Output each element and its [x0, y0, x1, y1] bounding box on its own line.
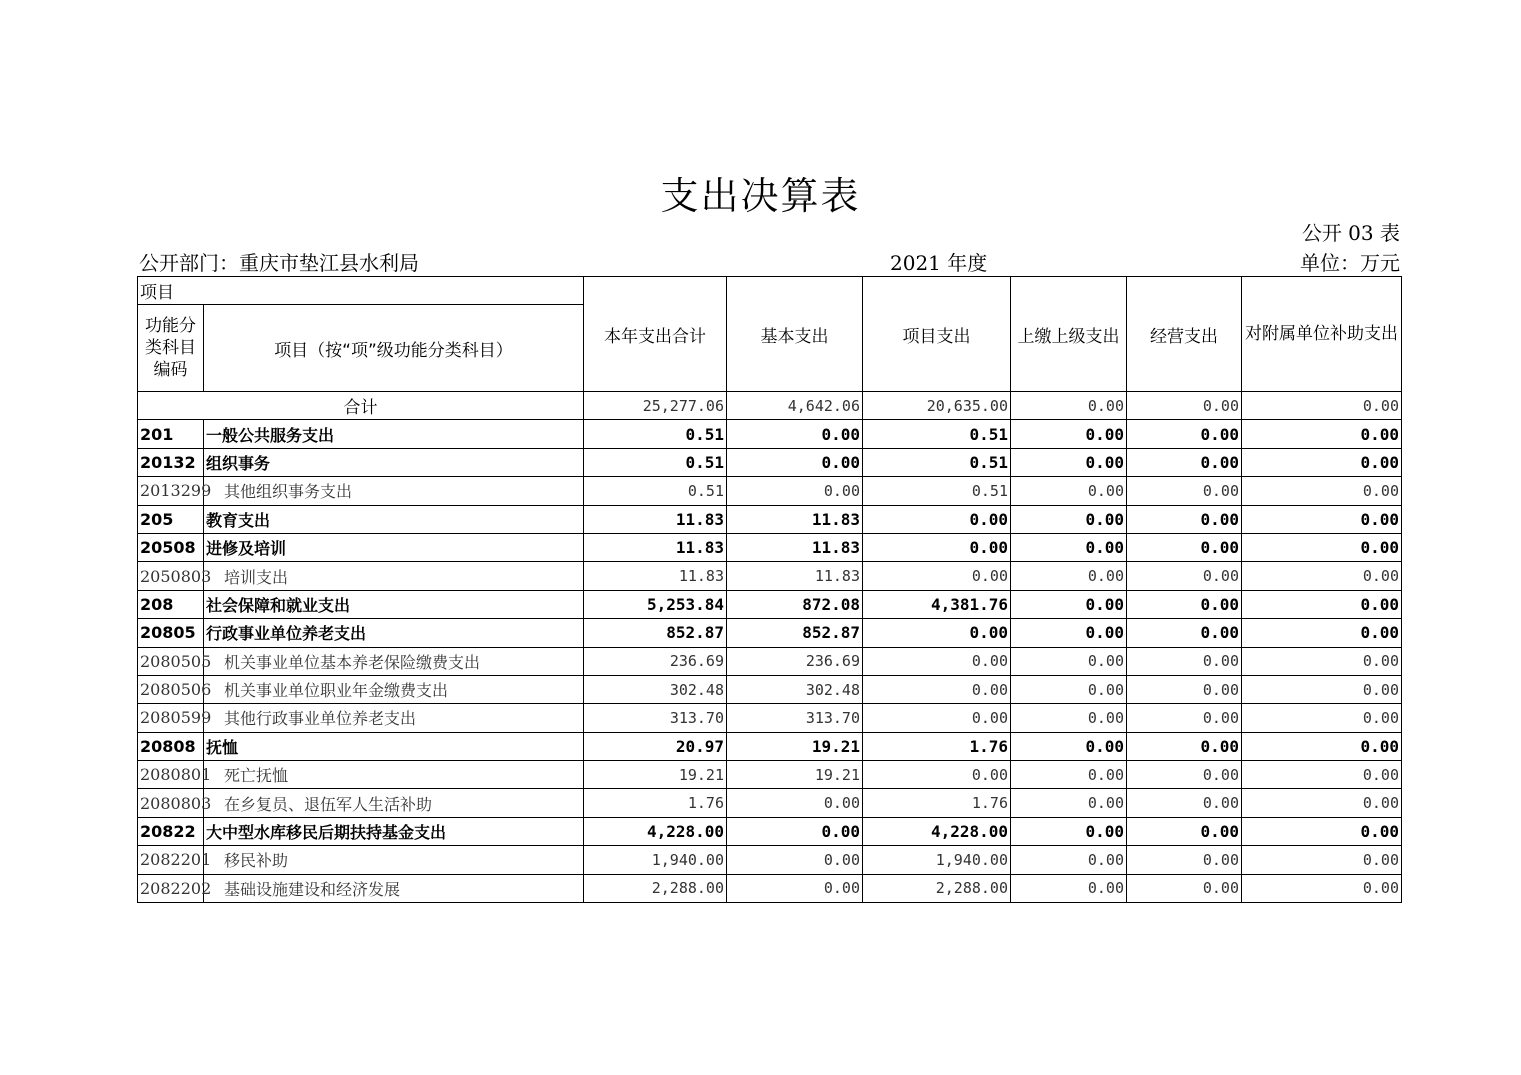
row-value: 0.00 — [1127, 590, 1242, 618]
row-value: 11.83 — [584, 533, 727, 561]
row-code: 20808 — [138, 732, 204, 760]
row-name: 社会保障和就业支出 — [204, 590, 584, 618]
row-code: 20508 — [138, 533, 204, 561]
row-value: 0.00 — [1011, 732, 1127, 760]
row-value: 236.69 — [584, 647, 727, 675]
row-code: 208 — [138, 590, 204, 618]
row-value: 236.69 — [727, 647, 863, 675]
row-value: 0.00 — [1127, 704, 1242, 732]
page-title: 支出决算表 — [660, 174, 861, 218]
row-name: 教育支出 — [204, 505, 584, 533]
row-value: 0.00 — [1127, 619, 1242, 647]
row-code: 2080803 — [138, 789, 204, 817]
row-value: 0.51 — [863, 420, 1011, 448]
table-row — [138, 704, 1402, 732]
row-code: 20822 — [138, 817, 204, 845]
table-row — [138, 846, 1402, 874]
row-value: 0.00 — [1011, 533, 1127, 561]
row-value: 0.00 — [1127, 817, 1242, 845]
table-row — [138, 874, 1402, 902]
row-value: 0.00 — [1242, 562, 1402, 590]
row-code: 2080505 — [138, 647, 204, 675]
row-value: 0.00 — [1242, 761, 1402, 789]
row-value: 0.00 — [727, 420, 863, 448]
total-label: 合计 — [138, 392, 584, 420]
row-code: 2080506 — [138, 675, 204, 703]
header-project-group: 项目 — [138, 277, 584, 305]
row-value: 0.00 — [1127, 732, 1242, 760]
row-name: 移民补助 — [204, 846, 584, 874]
row-value: 0.00 — [1011, 761, 1127, 789]
row-value: 0.00 — [1127, 789, 1242, 817]
header-code: 功能分类科目编码 — [138, 305, 204, 392]
row-value: 19.21 — [584, 761, 727, 789]
row-value: 0.00 — [1242, 647, 1402, 675]
row-value: 0.00 — [1242, 789, 1402, 817]
row-name: 行政事业单位养老支出 — [204, 619, 584, 647]
row-value: 0.00 — [1011, 562, 1127, 590]
table-row — [138, 732, 1402, 760]
row-value: 11.83 — [727, 562, 863, 590]
row-value: 0.00 — [727, 874, 863, 902]
header-col-upper: 上缴上级支出 — [1011, 277, 1127, 392]
row-value: 0.00 — [1127, 874, 1242, 902]
row-value: 0.00 — [1127, 675, 1242, 703]
row-value: 0.00 — [1011, 789, 1127, 817]
row-name: 基础设施建设和经济发展 — [204, 874, 584, 902]
total-value: 4,642.06 — [727, 392, 863, 420]
row-value: 0.00 — [1127, 420, 1242, 448]
row-value: 0.00 — [1127, 761, 1242, 789]
row-value: 0.00 — [1011, 590, 1127, 618]
row-value: 0.00 — [1127, 562, 1242, 590]
row-value: 0.00 — [863, 761, 1011, 789]
row-value: 852.87 — [584, 619, 727, 647]
row-value: 0.00 — [1011, 704, 1127, 732]
row-value: 0.00 — [863, 505, 1011, 533]
row-value: 0.51 — [584, 420, 727, 448]
row-value: 0.00 — [727, 789, 863, 817]
row-value: 19.21 — [727, 761, 863, 789]
row-value: 0.00 — [1011, 619, 1127, 647]
row-value: 4,381.76 — [863, 590, 1011, 618]
row-value: 0.51 — [863, 448, 1011, 476]
table-row — [138, 619, 1402, 647]
row-code: 201 — [138, 420, 204, 448]
header-col-total: 本年支出合计 — [584, 277, 727, 392]
row-name: 其他组织事务支出 — [204, 477, 584, 505]
row-value: 0.00 — [1127, 533, 1242, 561]
row-value: 0.00 — [863, 704, 1011, 732]
row-value: 0.00 — [727, 817, 863, 845]
row-value: 0.00 — [1242, 505, 1402, 533]
row-value: 0.00 — [1127, 448, 1242, 476]
row-value: 302.48 — [727, 675, 863, 703]
row-value: 0.00 — [1242, 420, 1402, 448]
department-label: 公开部门：重庆市垫江县水利局 — [139, 251, 419, 275]
row-value: 0.00 — [1011, 505, 1127, 533]
fiscal-year-label: 2021 年度 — [890, 251, 988, 275]
row-code: 2013299 — [138, 477, 204, 505]
row-value: 1.76 — [584, 789, 727, 817]
total-value: 0.00 — [1127, 392, 1242, 420]
row-value: 0.00 — [1127, 477, 1242, 505]
table-row — [138, 448, 1402, 476]
row-value: 0.00 — [1242, 619, 1402, 647]
row-value: 0.00 — [1011, 817, 1127, 845]
row-value: 0.00 — [1242, 590, 1402, 618]
row-name: 其他行政事业单位养老支出 — [204, 704, 584, 732]
header-name: 项目（按“项”级功能分类科目） — [204, 305, 584, 392]
row-name: 培训支出 — [204, 562, 584, 590]
row-value: 0.00 — [1011, 647, 1127, 675]
row-value: 4,228.00 — [584, 817, 727, 845]
row-code: 2080599 — [138, 704, 204, 732]
table-row — [138, 675, 1402, 703]
header-col-subsidy: 对附属单位补助支出 — [1242, 277, 1402, 392]
row-name: 组织事务 — [204, 448, 584, 476]
row-value: 1.76 — [863, 732, 1011, 760]
row-value: 0.51 — [863, 477, 1011, 505]
row-value: 2,288.00 — [584, 874, 727, 902]
row-value: 0.00 — [1011, 448, 1127, 476]
row-code: 2050803 — [138, 562, 204, 590]
table-row — [138, 420, 1402, 448]
row-value: 0.00 — [1011, 846, 1127, 874]
row-value: 0.51 — [584, 477, 727, 505]
row-code: 20805 — [138, 619, 204, 647]
row-code: 20132 — [138, 448, 204, 476]
row-value: 0.00 — [1011, 874, 1127, 902]
row-value: 0.00 — [1127, 505, 1242, 533]
table-row — [138, 562, 1402, 590]
row-name: 抚恤 — [204, 732, 584, 760]
expenditure-table — [137, 276, 1402, 903]
row-value: 0.00 — [1242, 477, 1402, 505]
row-name: 大中型水库移民后期扶持基金支出 — [204, 817, 584, 845]
row-value: 1,940.00 — [863, 846, 1011, 874]
form-number: 公开 03 表 — [1301, 221, 1400, 245]
row-value: 0.00 — [727, 477, 863, 505]
total-value: 0.00 — [1242, 392, 1402, 420]
row-code: 205 — [138, 505, 204, 533]
row-value: 0.00 — [1242, 675, 1402, 703]
header-col-basic: 基本支出 — [727, 277, 863, 392]
row-name: 在乡复员、退伍军人生活补助 — [204, 789, 584, 817]
row-value: 313.70 — [727, 704, 863, 732]
table-row — [138, 505, 1402, 533]
row-value: 0.00 — [727, 846, 863, 874]
row-value: 0.00 — [1242, 448, 1402, 476]
total-value: 25,277.06 — [584, 392, 727, 420]
row-value: 19.21 — [727, 732, 863, 760]
row-value: 0.00 — [1242, 533, 1402, 561]
total-value: 0.00 — [1011, 392, 1127, 420]
row-value: 852.87 — [727, 619, 863, 647]
row-value: 2,288.00 — [863, 874, 1011, 902]
row-value: 0.00 — [863, 675, 1011, 703]
row-value: 302.48 — [584, 675, 727, 703]
table-row — [138, 789, 1402, 817]
unit-label: 单位：万元 — [1300, 251, 1400, 275]
row-value: 11.83 — [727, 533, 863, 561]
row-code: 2080801 — [138, 761, 204, 789]
row-value: 0.00 — [863, 533, 1011, 561]
table-row — [138, 477, 1402, 505]
row-value: 20.97 — [584, 732, 727, 760]
header-col-project: 项目支出 — [863, 277, 1011, 392]
row-value: 0.00 — [1011, 477, 1127, 505]
row-value: 0.00 — [1127, 846, 1242, 874]
row-value: 0.00 — [727, 448, 863, 476]
row-value: 1.76 — [863, 789, 1011, 817]
total-row — [138, 392, 1402, 420]
row-value: 11.83 — [584, 505, 727, 533]
table-row — [138, 533, 1402, 561]
total-value: 20,635.00 — [863, 392, 1011, 420]
row-value: 11.83 — [584, 562, 727, 590]
row-value: 0.00 — [1011, 420, 1127, 448]
table-row — [138, 590, 1402, 618]
row-value: 872.08 — [727, 590, 863, 618]
row-value: 0.00 — [863, 562, 1011, 590]
row-value: 0.00 — [1127, 647, 1242, 675]
row-value: 11.83 — [727, 505, 863, 533]
row-name: 机关事业单位基本养老保险缴费支出 — [204, 647, 584, 675]
row-name: 一般公共服务支出 — [204, 420, 584, 448]
table-row — [138, 817, 1402, 845]
row-value: 313.70 — [584, 704, 727, 732]
row-value: 0.00 — [1242, 846, 1402, 874]
row-value: 0.00 — [1242, 732, 1402, 760]
row-value: 0.00 — [1242, 874, 1402, 902]
row-value: 0.00 — [1011, 675, 1127, 703]
row-value: 0.00 — [863, 647, 1011, 675]
row-value: 1,940.00 — [584, 846, 727, 874]
row-code: 2082202 — [138, 874, 204, 902]
header-col-operating: 经营支出 — [1127, 277, 1242, 392]
table-row — [138, 647, 1402, 675]
row-value: 4,228.00 — [863, 817, 1011, 845]
row-name: 机关事业单位职业年金缴费支出 — [204, 675, 584, 703]
row-value: 0.00 — [1242, 704, 1402, 732]
table-row — [138, 761, 1402, 789]
row-value: 5,253.84 — [584, 590, 727, 618]
row-value: 0.00 — [863, 619, 1011, 647]
row-name: 死亡抚恤 — [204, 761, 584, 789]
row-value: 0.00 — [1242, 817, 1402, 845]
row-code: 2082201 — [138, 846, 204, 874]
row-value: 0.51 — [584, 448, 727, 476]
row-name: 进修及培训 — [204, 533, 584, 561]
